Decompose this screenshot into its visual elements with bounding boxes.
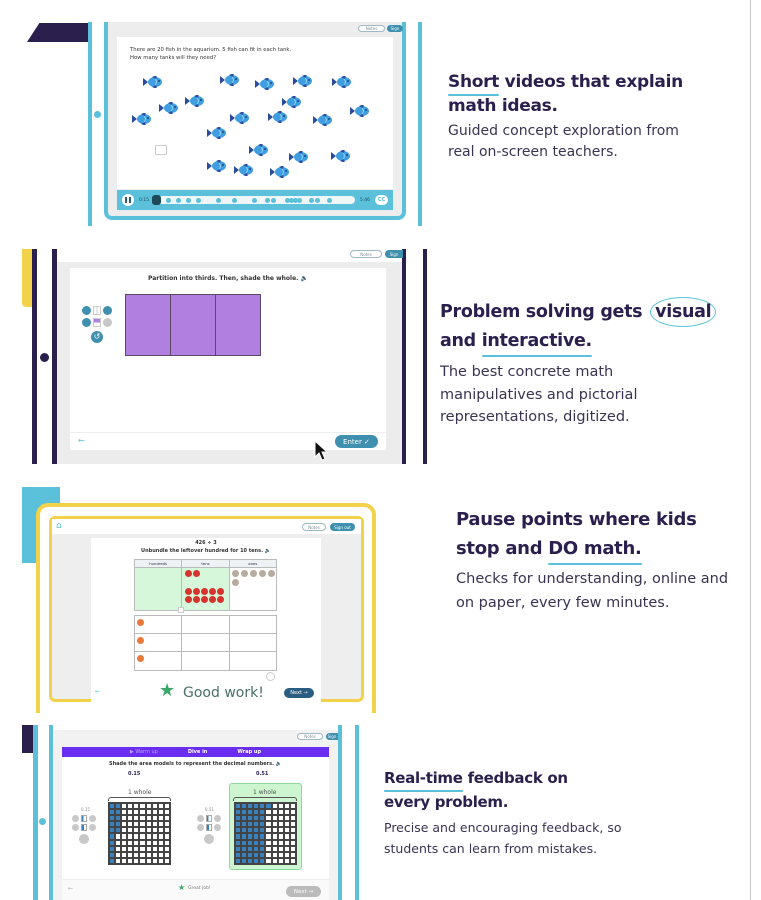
shade-icon <box>81 815 87 822</box>
chapter-marker[interactable] <box>309 198 314 203</box>
tablet-frame-right-bar <box>355 725 359 900</box>
chapter-marker[interactable] <box>196 198 201 203</box>
fish-icon <box>293 72 313 84</box>
tablet-home-dot <box>94 111 101 118</box>
fish-icon <box>249 141 269 153</box>
chapter-marker[interactable] <box>176 198 181 203</box>
feature-text-pause <box>456 505 746 615</box>
group-row <box>135 652 276 670</box>
group-cell[interactable] <box>230 616 276 633</box>
notes-button[interactable]: Notes <box>297 733 323 740</box>
model-value-label: 0.51 <box>256 771 269 777</box>
feature-description: Precise and encouraging feedback, so students can learn from mistakes. <box>384 820 622 856</box>
group-cell[interactable] <box>182 652 229 670</box>
chapter-marker[interactable] <box>232 198 237 203</box>
tool-value-label: 0.51 <box>205 807 214 812</box>
chapter-marker[interactable] <box>166 198 171 203</box>
footer-bar <box>62 879 329 900</box>
app-header <box>52 519 361 535</box>
brace <box>233 797 297 801</box>
fish-icon <box>313 111 333 123</box>
chapter-marker[interactable] <box>297 198 302 203</box>
problem-prompt: Unbundle the leftover hundred for 10 tens. 🔈 <box>141 548 271 554</box>
hundred-grid-left[interactable] <box>108 802 171 865</box>
sign-out-button[interactable]: Sign out <box>330 523 355 531</box>
increase-button[interactable] <box>89 824 96 831</box>
decrease-button[interactable] <box>72 815 79 822</box>
problem-prompt: Shade the area models to represent the decimal numbers. 🔈 <box>108 761 283 767</box>
ones-cell[interactable] <box>230 568 276 610</box>
chapter-marker[interactable] <box>327 198 332 203</box>
fraction-bar[interactable] <box>125 294 261 356</box>
ten-counter[interactable] <box>209 596 216 603</box>
fish-icon <box>332 73 352 85</box>
decrease-shade-button[interactable] <box>82 318 91 327</box>
shade-icon <box>206 815 212 822</box>
tablet-frame-right-bar-outer <box>423 249 427 464</box>
equation: 426 ÷ 3 <box>195 540 217 546</box>
one-counter[interactable] <box>232 579 239 586</box>
pause-icon <box>125 197 131 203</box>
tablet-frame-left-bar <box>88 22 92 226</box>
column-icon <box>81 824 87 831</box>
area-model-screen <box>62 757 329 900</box>
increase-button[interactable] <box>214 815 221 822</box>
whole-label: 1 whole <box>253 789 277 796</box>
fish-icon <box>132 110 152 122</box>
answer-box[interactable] <box>155 145 167 155</box>
fraction-partition-screen <box>70 268 386 450</box>
reset-button[interactable] <box>204 834 214 844</box>
undo-icon: ↺ <box>93 332 101 341</box>
ten-counter[interactable] <box>193 596 200 603</box>
total-time: 5:46 <box>359 197 370 203</box>
model-value-label: 0.15 <box>128 771 141 777</box>
video-player-bar <box>117 190 393 210</box>
notes-button[interactable]: Notes <box>302 523 326 531</box>
feature-text-visual <box>440 297 740 429</box>
chapter-marker[interactable] <box>186 198 191 203</box>
group-row <box>135 634 276 652</box>
sign-in-button[interactable]: Sign <box>387 25 403 32</box>
reset-button[interactable] <box>79 834 89 844</box>
tab-wrap-up[interactable]: Wrap up <box>237 749 262 755</box>
current-time: 0:15 <box>139 197 150 203</box>
feature-description: Guided concept exploration from real on-screen teachers. <box>448 123 679 160</box>
column-header: ones <box>248 561 258 566</box>
chapter-marker[interactable] <box>252 198 257 203</box>
column-header: tens <box>182 560 229 567</box>
brace <box>108 797 171 801</box>
group-cell[interactable] <box>135 634 182 651</box>
ten-counter[interactable] <box>201 588 208 595</box>
next-button[interactable]: Next → <box>286 886 321 897</box>
one-counter[interactable] <box>241 570 248 577</box>
ten-counter[interactable] <box>185 570 192 577</box>
feature-description: Checks for understanding, online and on paper, every few minutes. <box>456 571 729 611</box>
place-value-chart <box>134 559 277 611</box>
fish-icon <box>268 108 288 120</box>
hundreds-cell[interactable] <box>135 568 182 610</box>
feedback-message: Great job! <box>188 886 211 891</box>
tab-warm-up[interactable]: ▶ Warm up <box>129 749 158 755</box>
speaker-icon[interactable]: 🔈 <box>275 761 283 767</box>
tablet-home-dot <box>40 353 49 362</box>
tablet-home-dot <box>39 818 46 825</box>
fish-icon <box>270 163 290 175</box>
grid-square[interactable] <box>164 858 170 864</box>
decrease-button[interactable] <box>72 824 79 831</box>
ten-counter[interactable] <box>217 588 224 595</box>
scrubber-handle[interactable] <box>152 195 161 205</box>
whole-label: 1 whole <box>128 789 152 796</box>
star-icon: ★ <box>159 680 176 701</box>
group-row <box>135 616 276 634</box>
enter-button[interactable]: Enter ✓ <box>335 435 378 448</box>
sign-in-button[interactable]: Sign <box>385 250 403 258</box>
fish-icon <box>159 99 179 111</box>
chapter-marker[interactable] <box>216 198 221 203</box>
feature-title: Short videos that explain math ideas. <box>448 72 683 116</box>
fish-icon <box>331 147 351 159</box>
fish-icon <box>143 73 163 85</box>
page-right-divider <box>750 0 751 900</box>
feature-title: Real-time feedback on every problem. <box>384 766 614 814</box>
group-cell[interactable] <box>230 652 276 670</box>
tablet-frame-left-bar-outer <box>32 249 37 464</box>
ten-counter[interactable] <box>217 596 224 603</box>
ten-counter[interactable] <box>185 588 192 595</box>
hundred-counter[interactable] <box>137 619 144 626</box>
speaker-icon[interactable]: 🔈 <box>300 275 308 282</box>
tablet-frame-right-bar <box>418 22 422 226</box>
one-counter[interactable] <box>232 570 239 577</box>
footer-bar <box>70 432 386 450</box>
feature-title: Problem solving gets visual and interactive. <box>440 297 740 355</box>
group-cell[interactable] <box>182 616 229 633</box>
back-arrow-icon[interactable]: ← <box>95 688 101 695</box>
increase-shade-button[interactable] <box>103 318 112 327</box>
fish-icon <box>230 109 250 121</box>
tens-cell[interactable] <box>182 568 229 610</box>
fish-icon <box>207 157 227 169</box>
group-cell[interactable] <box>135 616 182 633</box>
chapter-marker[interactable] <box>271 198 276 203</box>
tab-dive-in[interactable]: Dive in <box>187 749 208 755</box>
feature-description: The best concrete math manipulatives and pictorial representations, digitized. <box>440 364 638 425</box>
decrease-partitions-button[interactable] <box>82 306 91 315</box>
partition-cell[interactable] <box>216 295 260 355</box>
feature-text-feedback <box>384 766 684 859</box>
fish-icon <box>282 93 302 105</box>
one-counter[interactable] <box>268 570 275 577</box>
one-counter[interactable] <box>250 570 257 577</box>
back-arrow-icon[interactable]: ← <box>78 436 85 445</box>
notes-button[interactable]: Notes <box>350 250 382 258</box>
tablet-frame-inner-right <box>338 725 342 900</box>
back-arrow-icon[interactable]: ← <box>68 885 74 892</box>
hundred-counter[interactable] <box>137 637 144 644</box>
grid-square[interactable] <box>290 858 296 864</box>
partition-cell[interactable] <box>126 295 171 355</box>
increase-button[interactable] <box>89 815 96 822</box>
reset-button[interactable] <box>91 331 103 343</box>
feature-text-videos <box>448 70 728 163</box>
ten-counter[interactable] <box>209 588 216 595</box>
group-cell[interactable] <box>230 634 276 651</box>
shade-icon <box>93 318 101 327</box>
tool-value-label: 0.15 <box>81 807 90 812</box>
check-circle[interactable] <box>266 672 275 681</box>
group-cell[interactable] <box>182 634 229 651</box>
increase-partitions-button[interactable] <box>103 306 112 315</box>
fish-icon <box>207 124 227 136</box>
star-icon: ★ <box>178 883 186 892</box>
decrease-button[interactable] <box>197 815 204 822</box>
partition-icon <box>93 306 101 315</box>
increase-button[interactable] <box>214 824 221 831</box>
feedback-message: Good work! <box>183 685 264 701</box>
tablet-frame-left-bar <box>33 725 38 900</box>
fish-icon <box>289 148 309 160</box>
video-lesson-screen <box>117 37 393 189</box>
footer-bar <box>91 680 321 702</box>
hundred-counter[interactable] <box>137 655 144 662</box>
tablet-frame-right-bar-inner <box>402 249 406 464</box>
problem-prompt: There are 20 fish in the aquarium. 5 fish can fit in each tank. How many tanks will they need? <box>130 47 292 61</box>
chapter-marker[interactable] <box>315 198 320 203</box>
video-scrubber[interactable] <box>154 196 355 204</box>
ten-counter[interactable] <box>193 570 200 577</box>
ten-counter[interactable] <box>193 588 200 595</box>
grouping-table <box>134 615 277 671</box>
chapter-marker[interactable] <box>265 198 270 203</box>
fish-icon <box>234 161 254 173</box>
ten-counter[interactable] <box>201 596 208 603</box>
feature-title: Pause points where kids stop and DO math. <box>456 505 716 563</box>
closed-captions-button[interactable]: CC <box>375 195 388 205</box>
sign-in-button[interactable]: Sign <box>327 734 337 739</box>
lesson-phase-tabs <box>62 747 329 757</box>
fish-icon <box>185 92 205 104</box>
column-header: hundreds <box>135 560 182 567</box>
one-counter[interactable] <box>259 570 266 577</box>
home-icon[interactable]: ⌂ <box>56 521 62 531</box>
bundle-handle[interactable] <box>178 607 184 613</box>
decrease-button[interactable] <box>197 824 204 831</box>
pause-button[interactable] <box>122 194 134 206</box>
mouse-cursor-icon <box>314 440 328 466</box>
next-button[interactable]: Next → <box>284 688 314 698</box>
column-icon <box>206 824 212 831</box>
group-cell[interactable] <box>135 652 182 670</box>
hundred-grid-right[interactable] <box>234 802 297 865</box>
decor-navy-tab <box>27 23 89 42</box>
fish-icon <box>220 71 240 83</box>
fish-icon <box>255 75 275 87</box>
notes-button[interactable]: Notes <box>358 25 385 32</box>
problem-prompt: Partition into thirds. Then, shade the whole. 🔈 <box>147 275 308 282</box>
ten-counter[interactable] <box>185 596 192 603</box>
partition-cell[interactable] <box>171 295 216 355</box>
fish-icon <box>350 102 370 114</box>
speaker-icon[interactable]: 🔈 <box>264 548 271 554</box>
place-value-screen <box>91 538 321 702</box>
